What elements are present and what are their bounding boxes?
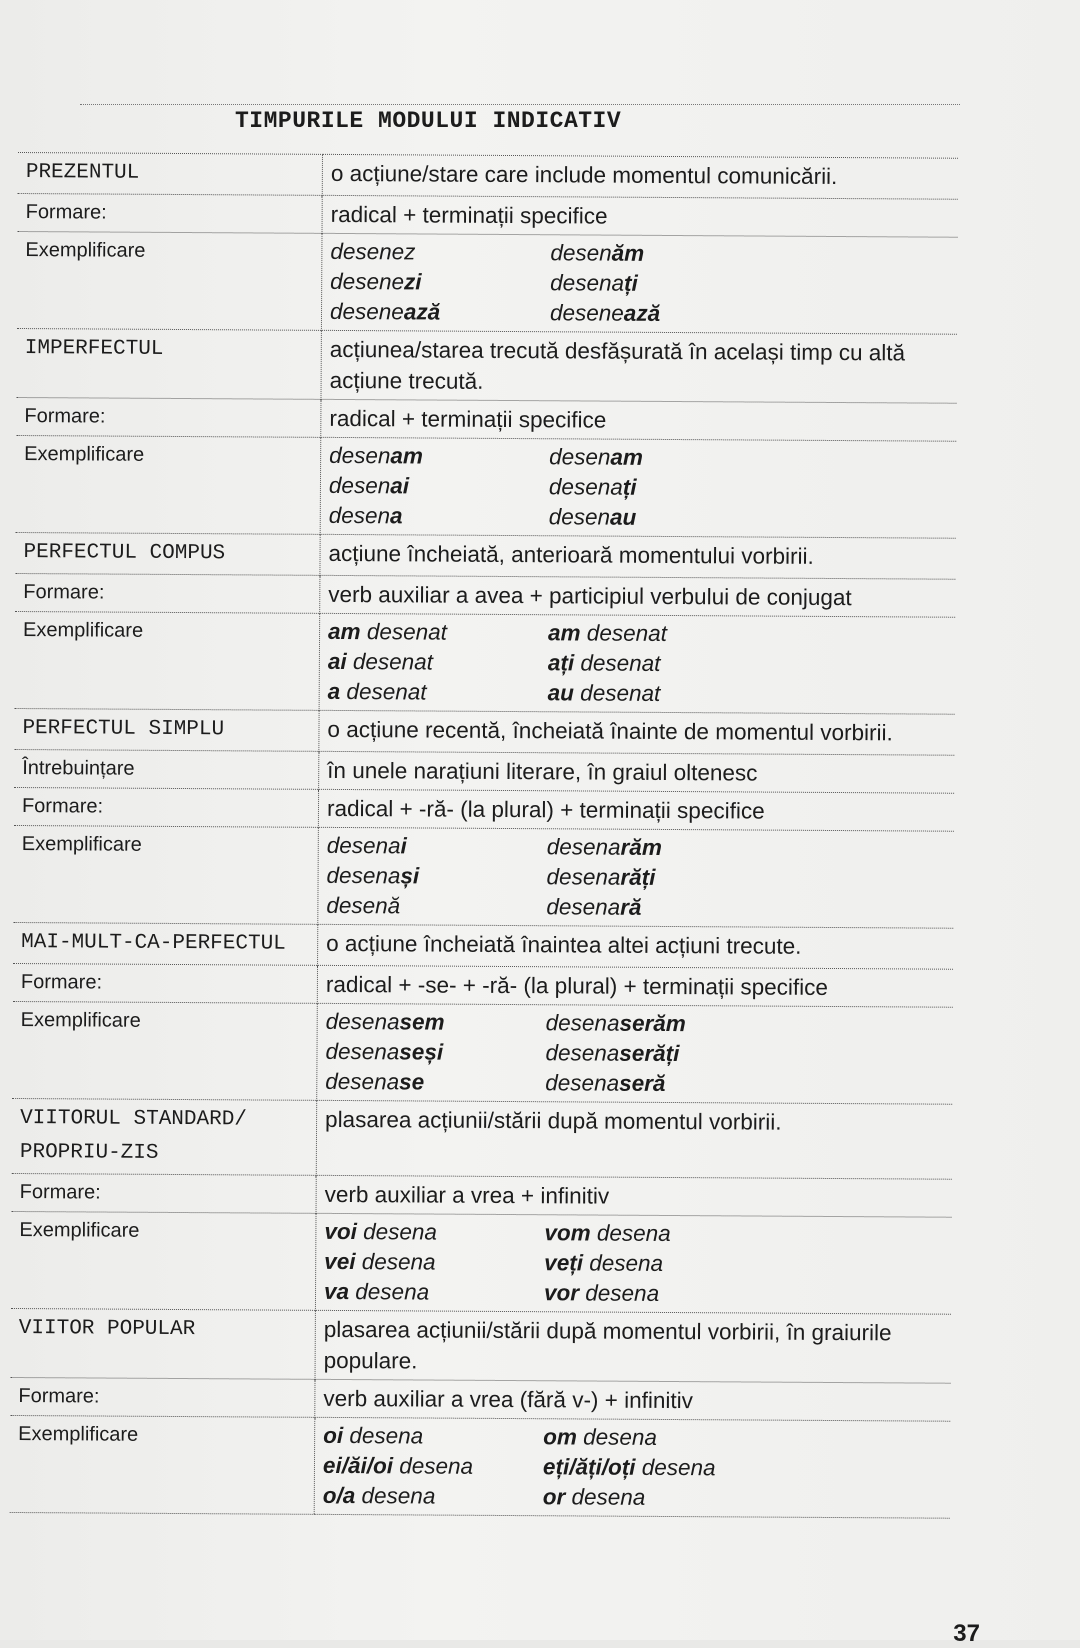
conjugation-form [327,831,547,862]
stem: desenat [346,649,434,675]
ending-bold: am [328,618,361,645]
conjugation-form [549,472,950,504]
conjugation-form [549,442,950,474]
conjugation-form [550,268,951,300]
conjugation-form [330,267,550,298]
page-number: 37 [953,1620,980,1647]
ending-bold: au [547,680,575,706]
examples-cell [319,613,955,714]
table-row [12,1173,952,1217]
row-label: Formare: [15,573,320,613]
stem: desena [576,1424,658,1450]
description-cell: o acțiune recentă, încheiată înainte de momentul vorbirii. [319,710,955,755]
conjugation-form [544,1218,945,1250]
conjugation-grid [330,237,952,331]
stem: desena [546,834,621,860]
table-row [12,1098,952,1179]
table-row [16,397,956,441]
row-label: Exemplificare [17,231,322,330]
stem: desen [550,240,612,266]
stem: desena [349,1279,430,1305]
stem: desene [330,268,405,295]
conjugation-form [323,1481,543,1512]
table-row [13,963,953,1007]
ending-bold: o/a [322,1482,356,1509]
description-cell: radical + terminații specifice [322,195,958,237]
stem: desena [392,1453,474,1479]
conjugation-form [325,1067,545,1098]
ending-bold: om [543,1424,577,1450]
description-cell: radical + -se- + -ră- (la plural) + terminații specifice [317,965,953,1007]
table-row [15,573,955,617]
row-label: Exemplificare [13,825,318,924]
stem: desen [329,442,391,469]
stem: desena [343,1423,424,1449]
ending-bold: zi [403,269,422,295]
ending-bold: au [610,504,637,530]
row-label: Formare: [14,787,319,827]
ending-bold: oi [323,1422,344,1449]
ending-bold: veți [544,1250,584,1276]
description-cell: în unele narațiuni literare, în graiul oltenesc [319,751,955,793]
conjugation-form [328,677,548,708]
description-cell: verb auxiliar a avea + participiul verbului de conjugat [320,575,956,617]
stem: desenat [360,619,448,645]
ending-bold: răți [620,864,656,890]
ending-bold: voi [324,1218,358,1245]
conjugation-form [329,501,549,532]
tense-name: IMPERFECTUL [17,328,322,399]
stem: desena [356,1219,438,1245]
ending-bold: or [542,1484,566,1510]
conjugation-form [330,237,550,268]
table-row [14,787,954,831]
table-row [10,1415,951,1518]
conjugation-form [548,678,949,710]
conjugation-grid [326,831,948,925]
row-label: Formare: [13,963,318,1003]
stem: desena [355,1483,436,1509]
ending-bold: am [547,620,581,646]
conjugation-form [324,1217,544,1248]
row-label: Formare: [18,193,323,233]
stem: desena [582,1250,664,1276]
row-label: Exemplificare [11,1211,316,1310]
ending-bold: ai [327,648,347,675]
conjugation-grid [324,1217,946,1311]
description-cell: verb auxiliar a vrea + infinitiv [316,1175,952,1217]
conjugation-form [548,618,949,650]
stem: desenat [340,678,427,705]
stem: desenat [580,620,668,646]
conjugation-form [546,892,947,924]
ending-bold: se [399,1069,425,1095]
ending-bold: ți [623,270,638,296]
table-row [13,825,954,928]
ending-bold: eți/ăți/oți [542,1454,636,1480]
table-row [16,435,957,538]
conjugation-form [325,1037,545,1068]
conjugation-form [545,1068,946,1100]
row-label: Exemplificare [16,435,321,534]
ending-bold: seși [399,1039,444,1065]
conjugation-grid [329,441,951,535]
conjugation-grid [325,1007,947,1101]
examples-cell [321,233,957,334]
stem: desena [635,1454,716,1481]
stem: desena [545,1010,620,1036]
tense-name: MAI-MULT-CA-PERFECTUL [13,922,318,965]
ending-bold: ază [403,299,441,325]
ending-bold: sem [399,1009,445,1035]
conjugation-form [329,471,549,502]
ending-bold: vei [324,1248,356,1275]
conjugation-form [323,1451,543,1482]
stem: desena [548,474,623,500]
stem: desen [328,472,391,499]
tense-name: PERFECTUL SIMPLU [14,708,319,751]
description-cell: plasarea acțiunii/stării după momentul vorbirii, în graiurile populare. [315,1310,951,1383]
row-label: Exemplificare [15,611,320,710]
conjugation-form [550,238,951,270]
stem: desena [590,1220,671,1247]
conjugation-form [550,298,951,330]
conjugation-form [329,441,549,472]
stem: desenă [326,892,401,919]
description-cell: o acțiune/stare care include momentul comunicării. [322,154,958,199]
examples-cell [317,1003,953,1104]
ending-bold: a [327,678,341,704]
ending-bold: serăți [619,1040,680,1067]
conjugation-form [328,647,548,678]
ending-bold: ăm [611,240,645,266]
row-label: Formare: [16,397,321,437]
table-row [18,152,958,199]
conjugation-form [323,1421,543,1452]
conjugation-form [543,1452,944,1484]
tense-name: PERFECTUL COMPUS [15,532,320,575]
stem: desen [549,444,611,470]
tense-name: VIITOR POPULAR [11,1308,316,1379]
table-row [12,1001,953,1104]
conjugation-form [328,617,548,648]
row-label: Întrebuințare [14,749,319,789]
description-cell: o acțiune încheiată înaintea altei acțiuni trecute. [318,924,954,969]
description-cell: plasarea acțiunii/stării după momentul vorbirii. [316,1100,952,1179]
ending-bold: și [400,863,420,889]
table-row [11,1211,952,1314]
ending-bold: ți [622,474,637,500]
stem: desena [355,1249,436,1275]
conjugation-form [544,1278,945,1310]
ending-bold: răm [620,834,662,860]
description-cell: acțiune încheiată, anterioară momentului vorbirii. [320,534,956,579]
stem: desena [550,270,625,296]
conjugation-form [547,832,948,864]
stem: desena [325,1038,400,1065]
stem: desen [548,504,611,530]
ending-bold: am [390,443,424,469]
conjugation-form [543,1482,944,1514]
ending-bold: am [610,444,644,470]
conjugation-form [546,862,947,894]
conjugation-form [543,1422,944,1454]
examples-cell [318,827,954,928]
stem: desenez [330,238,416,265]
ending-bold: va [323,1278,350,1305]
ending-bold: i [400,833,407,859]
conjugation-form [544,1248,945,1280]
ending-bold: seră [619,1070,666,1096]
row-label: Exemplificare [12,1001,317,1100]
conjugation-form [549,502,950,534]
ending-bold: ră [620,894,642,920]
ending-bold: serăm [619,1010,686,1037]
conjugation-form [548,648,949,680]
conjugation-grid [323,1421,945,1515]
page-title: TIMPURILE MODULUI INDICATIV [235,108,622,134]
stem: desene [549,300,624,326]
row-label: Formare: [12,1173,317,1213]
stem: desena [565,1484,646,1510]
conjugation-form [324,1277,544,1308]
stem: desena [326,862,401,889]
table-row [15,532,955,579]
table-row [10,1377,950,1421]
ending-bold: ază [623,300,661,326]
description-cell: radical + -ră- (la plural) + terminații specifice [318,789,954,831]
row-label: Exemplificare [10,1415,315,1514]
conjugation-form [326,861,546,892]
ending-bold: ei/ăi/oi [322,1452,394,1479]
ending-bold: ai [390,473,410,499]
table-row [14,708,954,755]
stem: desena [578,1280,660,1306]
examples-cell [320,437,956,538]
table-row [18,193,958,237]
stem: desena [545,1070,620,1096]
conjugation-form [546,1008,947,1040]
conjugation-form [324,1247,544,1278]
table-row [11,1308,951,1383]
ending-bold: a [390,503,403,529]
stem: desen [328,502,391,529]
row-label: Formare: [10,1377,315,1417]
tense-name: VIITORUL STANDARD/ PROPRIU-ZIS [12,1098,317,1175]
ending-bold: ați [547,650,575,676]
stem: desena [546,894,621,920]
conjugation-grid [328,617,950,711]
description-cell: verb auxiliar a vrea (fără v-) + infinitiv [315,1379,951,1421]
ending-bold: vom [544,1220,591,1246]
stem: desenat [574,650,661,676]
table-row [17,231,958,334]
description-cell: radical + terminații specifice [321,399,957,441]
examples-cell [314,1417,950,1518]
table-row [15,611,956,714]
table-row [14,749,954,793]
description-cell: acțiunea/starea trecută desfășurată în același timp cu altă acțiune trecută. [321,330,957,403]
stem: desena [326,832,401,859]
conjugation-form [545,1038,946,1070]
stem: desena [545,1040,620,1066]
stem: desenat [573,680,661,706]
stem: desena [325,1008,400,1035]
stem: desena [546,864,621,890]
tense-name: PREZENTUL [18,152,323,195]
conjugation-form [330,297,550,328]
tenses-table [10,152,958,1519]
examples-cell [315,1213,951,1314]
divider [80,104,960,105]
table-row [13,922,953,969]
conjugation-form [326,1007,546,1038]
stem: desena [325,1068,400,1095]
table-row [17,328,957,403]
stem: desene [329,298,404,325]
conjugation-form [326,891,546,922]
ending-bold: vor [543,1280,580,1306]
